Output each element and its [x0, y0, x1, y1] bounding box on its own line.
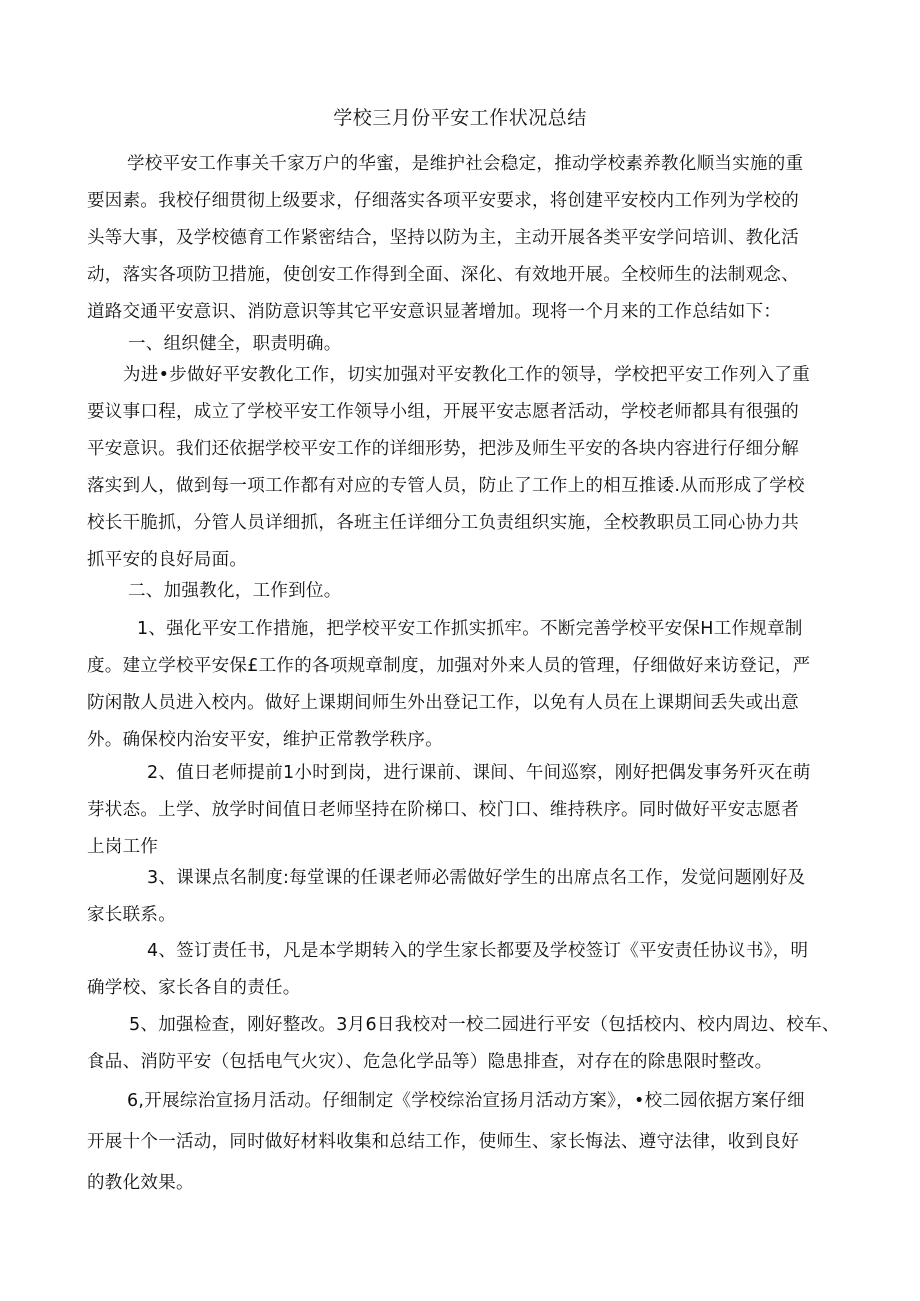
item-3-line: 3、课课点名制度:每堂课的任课老师必需做好学生的出席点名工作，发觉问题刚好及: [147, 868, 806, 888]
item-6-line: 6,开展综治宣扬月活动。仔细制定《学校综治宣扬月活动方案》，•校二园依据方案仔细: [127, 1091, 805, 1111]
item-2-line: 上岗工作: [87, 837, 159, 857]
section-1-line: 平安意识。我们还依据学校平安工作的详细形势，把涉及师生平安的各块内容进行仔细分解: [87, 439, 799, 459]
section-1-line: 要议事口程，成立了学校平安工作领导小组，开展平安志愿者活动，学校老师都具有很强的: [87, 402, 799, 422]
item-2-line: 2、值日老师提前1小时到岗，进行课前、课间、午间巡察，刚好把偶发事务歼灭在萌: [147, 763, 811, 783]
item-1-line: 度。建立学校平安保£工作的各项规章制度，加强对外来人员的管理，仔细做好来访登记，严: [87, 656, 811, 676]
item-5-line: 食品、消防平安（包括电气火灾）、危急化学品等）隐患排查，对存在的除患限时整改。: [87, 1052, 773, 1072]
item-1-line: 防闲散人员进入校内。做好上课期间师生外出登记工作，以免有人员在上课期间丢失或出意: [87, 693, 799, 713]
item-4-line: 确学校、家长各自的责任。: [87, 978, 301, 998]
item-6-line: 开展十个一活动，同时做好材料收集和总结工作，使师生、家长悔法、遵守法律，收到良好: [87, 1132, 799, 1152]
item-5-paragraph: [87, 1007, 842, 1081]
item-5-line: 5、加强检查，刚好整改。3月6日我校对一校二园进行平安（包括校内、校内周边、校车、: [129, 1015, 840, 1035]
item-1-line: 外。确保校内治安平安，维护正常教学秩序。: [87, 730, 443, 750]
item-6-paragraph: [87, 1081, 842, 1204]
item-2-paragraph: [87, 755, 842, 866]
intro-paragraph: [87, 146, 842, 331]
document-title: 学校三月份平安工作状况总结: [333, 107, 587, 129]
section-1-line: 为进•步做好平安教化工作，切实加强对平安教化工作的领导，学校把平安工作列入了重: [123, 365, 811, 385]
item-6-line: 的教化效果。: [87, 1173, 194, 1193]
item-3-paragraph: [87, 860, 842, 934]
intro-line: 要因素。我校仔细贯彻上级要求，仔细落实各项平安要求，将创建平安校内工作列为学校的: [87, 191, 799, 211]
section-1-line: 落实到人，做到每一项工作都有对应的专管人员，防止了工作上的相互推诿.从而形成了学校: [87, 476, 805, 496]
item-1-line: 1、强化平安工作措施，把学校平安工作抓实抓牢。不断完善学校平安保H工作规章制: [137, 619, 803, 639]
section-2-heading: 二、加强教化，工作到位。: [128, 581, 342, 601]
intro-line: 动，落实各项防卫措施，使创安工作得到全面、深化、有效地开展。全校师生的法制观念、: [87, 265, 799, 285]
section-1-heading: 一、组织健全，职责明确。: [128, 334, 342, 354]
item-4-paragraph: [87, 933, 842, 1007]
item-4-line: 4、签订责任书，凡是本学期转入的学生家长都要及学校签订《平安责任协议书》，明: [147, 941, 809, 961]
section-1-line: 校长干脆抓，分管人员详细抓，各班主任详细分工负责组织实施，全校教职员工同心协力共: [87, 513, 799, 533]
section-1-paragraph: [87, 357, 842, 579]
intro-line: 学校平安工作事关千家万户的华蜜，是维护社会稳定，推动学校素养教化顺当实施的重: [127, 154, 804, 174]
intro-line: 头等大事，及学校德育工作紧密结合，坚持以防为主，主动开展各类平安学问培训、教化活: [87, 228, 799, 248]
item-2-line: 芽状态。上学、放学时间值日老师坚持在阶梯口、校门口、维持秩序。同时做好平安志愿者: [87, 800, 799, 820]
item-3-line: 家长联系。: [87, 905, 176, 925]
intro-line: 道路交通平安意识、消防意识等其它平安意识显著增加。现将一个月来的工作总结如下：: [87, 302, 782, 322]
section-1-line: 抓平安的良好局面。: [87, 550, 248, 570]
item-1-paragraph: [87, 611, 842, 759]
